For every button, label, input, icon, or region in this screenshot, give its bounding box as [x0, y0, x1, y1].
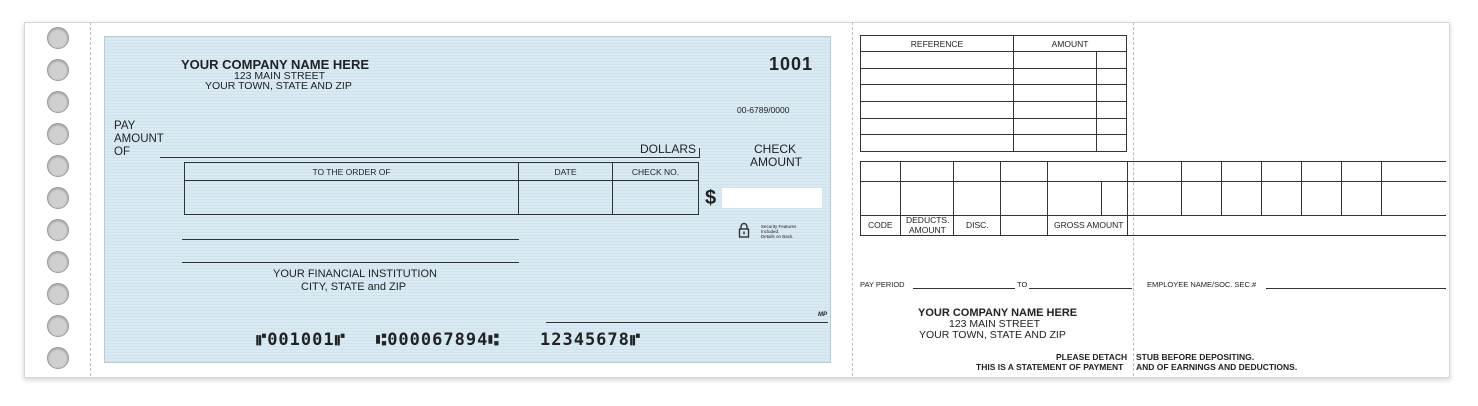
employee-label: EMPLOYEE NAME/SOC. SEC.#	[1147, 280, 1257, 289]
memo-line-2[interactable]	[182, 262, 519, 263]
grid-top-line	[860, 161, 1446, 162]
code-label: CODE	[868, 220, 893, 230]
amount-cell[interactable]	[1014, 68, 1097, 85]
bank-name: YOUR FINANCIAL INSTITUTION	[273, 268, 437, 280]
bank-city: CITY, STATE and ZIP	[301, 281, 407, 293]
detach-notice-left: PLEASE DETACH	[1056, 352, 1128, 362]
signature-line[interactable]	[546, 322, 828, 323]
statement-notice-right: AND OF EARNINGS AND DEDUCTIONS.	[1136, 362, 1298, 372]
amount-cell[interactable]	[1014, 85, 1097, 102]
grid-col-line	[1181, 161, 1182, 216]
check-no-header: CHECK NO.	[613, 163, 699, 181]
payee-field[interactable]	[185, 181, 519, 215]
punch-hole	[47, 27, 69, 49]
disc-label: DISC.	[966, 220, 989, 230]
security-text-3: Details on Back.	[761, 234, 794, 239]
reference-cell[interactable]	[861, 135, 1014, 152]
grid-col-line	[1261, 161, 1262, 216]
security-text-2: Included.	[761, 229, 780, 234]
perforation-line	[90, 22, 91, 376]
date-field[interactable]	[519, 181, 613, 215]
date-header: DATE	[519, 163, 613, 181]
punch-hole	[47, 283, 69, 305]
payee-table	[184, 162, 699, 215]
company-address-line1: 123 MAIN STREET	[234, 70, 326, 82]
mp-mark: MP	[818, 312, 827, 318]
dollar-sign: $	[705, 187, 717, 209]
punch-hole	[47, 91, 69, 113]
reference-cell[interactable]	[861, 68, 1014, 85]
grid-col-line	[1000, 161, 1001, 236]
employee-name-line[interactable]	[1266, 288, 1446, 289]
grid-col-line	[1341, 161, 1342, 216]
grid-bottom-line	[860, 235, 1446, 236]
dollars-tick	[699, 148, 700, 158]
reference-cell[interactable]	[861, 101, 1014, 118]
company-address-line2: YOUR TOWN, STATE AND ZIP	[205, 80, 352, 92]
amount-cell[interactable]	[1014, 101, 1097, 118]
deducts-label-2: AMOUNT	[909, 225, 946, 235]
pay-period-end-line[interactable]	[1029, 288, 1132, 289]
stub-address-line1: 123 MAIN STREET	[949, 318, 1041, 330]
check-number: 1001	[769, 54, 814, 74]
deducts-label-1: DEDUCTS.	[906, 215, 950, 225]
amount-label: AMOUNT	[114, 133, 164, 145]
memo-line-1[interactable]	[182, 239, 519, 240]
grid-col-line	[1047, 161, 1048, 236]
check-no-field[interactable]	[613, 181, 699, 215]
punch-hole	[47, 251, 69, 273]
punch-hole	[47, 219, 69, 241]
amount-cents-cell[interactable]	[1097, 101, 1127, 118]
punch-hole	[47, 187, 69, 209]
reference-cell[interactable]	[861, 85, 1014, 102]
company-name: YOUR COMPANY NAME HERE	[181, 57, 370, 72]
micr-check-number: ⑈001001⑈	[256, 330, 346, 350]
to-label: TO	[1017, 280, 1028, 289]
amount-cell[interactable]	[1014, 135, 1097, 152]
pay-label: PAY	[114, 120, 136, 132]
amount-cents-cell[interactable]	[1097, 85, 1127, 102]
routing-fraction: 00-6789/0000	[737, 105, 790, 115]
amount-cents-cell[interactable]	[1097, 68, 1127, 85]
punch-hole	[47, 347, 69, 369]
pay-period-start-line[interactable]	[913, 288, 1015, 289]
statement-notice-left: THIS IS A STATEMENT OF PAYMENT	[976, 362, 1124, 372]
grid-col-line	[953, 161, 954, 236]
dollars-label: DOLLARS	[640, 142, 697, 156]
reference-header: REFERENCE	[861, 36, 1014, 52]
of-label: OF	[114, 146, 130, 158]
amount-header: AMOUNT	[1014, 36, 1127, 52]
pay-period-label: PAY PERIOD	[860, 280, 905, 289]
grid-col-line	[860, 161, 861, 236]
stub-company-name: YOUR COMPANY NAME HERE	[918, 307, 1078, 319]
amount-cell[interactable]	[1014, 118, 1097, 135]
stub-address-line2: YOUR TOWN, STATE AND ZIP	[919, 329, 1066, 341]
amount-cell[interactable]	[1014, 52, 1097, 69]
punch-hole	[47, 155, 69, 177]
amount-cents-cell[interactable]	[1097, 135, 1127, 152]
to-order-header: TO THE ORDER OF	[185, 163, 519, 181]
reference-cell[interactable]	[861, 118, 1014, 135]
grid-col-line	[1221, 161, 1222, 216]
grid-col-line	[1301, 161, 1302, 216]
micr-routing-number: ⑆000067894⑆	[376, 330, 500, 350]
grid-row-line	[860, 181, 1446, 182]
grid-col-line	[1381, 161, 1382, 216]
amount-words-line[interactable]	[160, 157, 700, 158]
micr-account-number: 12345678⑈	[540, 330, 642, 350]
perforation-line	[1133, 22, 1134, 376]
amount-box[interactable]	[722, 188, 822, 208]
grid-col-line	[1127, 161, 1128, 236]
grid-col-line	[1101, 181, 1102, 216]
reference-table	[860, 35, 1127, 152]
gross-amount-label: GROSS AMOUNT	[1054, 220, 1124, 230]
reference-cell[interactable]	[861, 52, 1014, 69]
detach-notice-right: STUB BEFORE DEPOSITING.	[1136, 352, 1255, 362]
check-amount-label-1: CHECK	[754, 142, 797, 156]
punch-hole	[47, 59, 69, 81]
check-amount-label-2: AMOUNT	[750, 155, 802, 169]
amount-cents-cell[interactable]	[1097, 52, 1127, 69]
perforation-line	[852, 22, 853, 376]
punch-hole	[47, 123, 69, 145]
punch-hole	[47, 315, 69, 337]
padlock-icon	[738, 222, 750, 238]
security-text-1: Security Features	[761, 224, 797, 229]
grid-col-line	[900, 161, 901, 236]
amount-cents-cell[interactable]	[1097, 118, 1127, 135]
